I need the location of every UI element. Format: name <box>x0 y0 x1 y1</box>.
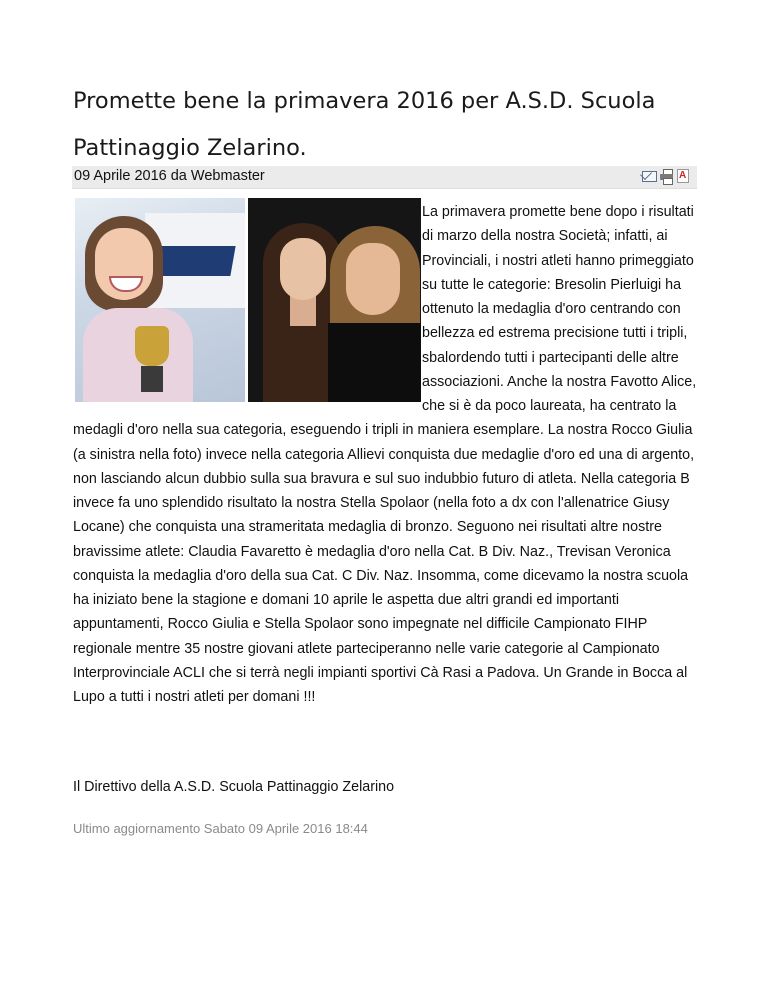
article-date-author: 09 Aprile 2016 da Webmaster <box>74 168 265 184</box>
photos-float-spacer <box>73 200 422 410</box>
article-body <box>73 200 705 709</box>
last-updated: Ultimo aggiornamento Sabato 09 Aprile 2016 18:44 <box>73 821 368 836</box>
pdf-icon[interactable]: A <box>677 169 689 183</box>
print-icon[interactable] <box>660 169 674 183</box>
article-paragraph: La primavera promette bene dopo i risultati di marzo della nostra Società; infatti, ai Provinciali, i nostri atleti hanno primeggiato su tutte le categorie: Bresolin Pierluigi ha ottenuto la medaglia d'oro centrando con bellezza ed estrema precisione tutti i tripli, sbalordendo tutti i partecipanti delle altre associazioni. Anche la nostra Favotto Alice, che si è da poco laureata, ha centrato la medagli d'oro nella sua categoria, eseguendo i tripli in maniera esemplare. La nostra Rocco Giulia (a sinistra nella foto) invece nella categoria Allievi conquista due medaglie d'oro ed una di argento, non lasciando alcun dubbio sulla sua bravura e sul suo indubbio futuro di atleta. Nella categoria B invece fa uno splendido risultato la nostra Stella Spolaor (nella foto a dx con l'allenatrice Giusy Locane) che conquista una strameritata medaglia di bronzo. Seguono nei risultati altre nostre bravissime atlete: Claudia Favaretto è medaglia d'oro nella Cat. B Div. Naz., Trevisan Veronica conquista la medaglia d'oro della sua Cat. C Div. Naz. Insomma, come dicevamo la nostra scuola ha iniziato bene la stagione e domani 10 aprile le aspetta due altri grandi ed importanti appuntamenti, Rocco Giulia e Stella Spolaor sono impegnate nel difficile Campionato FIHP regionale mentre 35 nostre giovani atlete parteciperanno nelle varie categorie al Campionato Interprovinciale ACLI che si terrà negli impianti sportivi Cà Rasi a Padova. Un Grande in Bocca al Lupo a tutti i nostri atleti per domani !!! <box>73 204 697 705</box>
article-meta-bar <box>72 166 697 189</box>
article-signature: Il Direttivo della A.S.D. Scuola Pattinaggio Zelarino <box>73 779 395 795</box>
email-icon[interactable] <box>642 171 657 182</box>
article-actions <box>642 169 689 183</box>
article-title: Promette bene la primavera 2016 per A.S.D. Scuola Pattinaggio Zelarino. <box>73 88 656 161</box>
